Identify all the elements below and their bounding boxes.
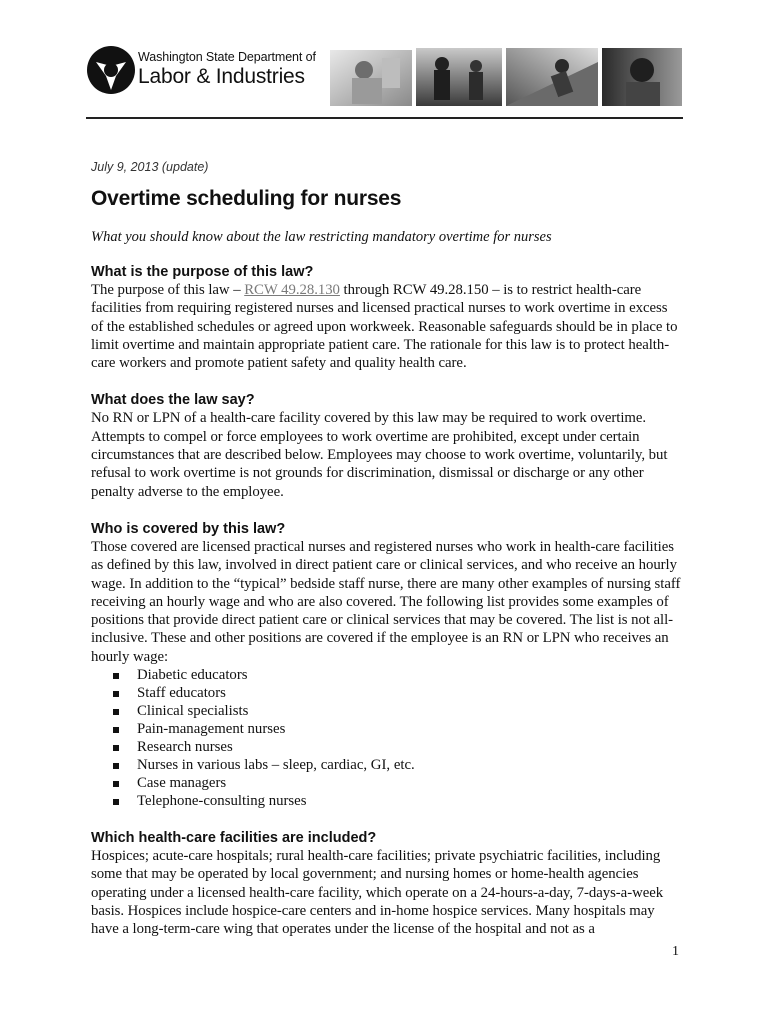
section-law: [91, 391, 683, 500]
agency-line-2: Labor & Industries: [138, 65, 305, 88]
document-subtitle: What you should know about the law restricting mandatory overtime for nurses: [91, 229, 552, 245]
header-divider: [86, 117, 683, 119]
bullet-icon: [113, 673, 119, 679]
bullet-icon: [113, 763, 119, 769]
list-item: Telephone-consulting nurses: [113, 792, 683, 810]
list-item: Diabetic educators: [113, 666, 683, 684]
bullet-icon: [113, 745, 119, 751]
paragraph-text: through RCW 49.28.150 – is to restrict health-care facilities from requiring registered nurses and licensed practical nurses to work overtime in excess of the established schedules or agreed upon workweek. Reasonable safeguards should be in place to limit overtime and maintain appropriate patient care. The rationale for this law is to protect health-care workers and promote patient safety and quality health care.: [91, 282, 678, 372]
covered-positions-list: [113, 666, 683, 810]
list-item: Staff educators: [113, 684, 683, 702]
bullet-icon: [113, 781, 119, 787]
section-covered: [91, 520, 683, 810]
list-item: Case managers: [113, 774, 683, 792]
section-paragraph: [91, 281, 683, 372]
list-item: Research nurses: [113, 738, 683, 756]
section-purpose: [91, 263, 683, 372]
section-heading: What does the law say?: [91, 392, 255, 409]
bullet-icon: [113, 691, 119, 697]
section-facilities: [91, 829, 683, 938]
agency-name: [138, 50, 316, 89]
bullet-icon: [113, 727, 119, 733]
section-paragraph: No RN or LPN of a health-care facility covered by this law may be required to work overtime. Attempts to compel or force employees to work overtime are prohibited, except under certain circumstances that are described below. Employees may choose to work overtime, voluntarily, but refusal to work overtime is not grounds for discrimination, dismissal or discharge or any other penalty adverse to the employee.: [91, 410, 668, 500]
section-heading: What is the purpose of this law?: [91, 264, 314, 280]
bullet-icon: [113, 709, 119, 715]
rcw-link[interactable]: RCW 49.28.130: [244, 282, 340, 298]
paragraph-text: The purpose of this law –: [91, 282, 245, 298]
section-heading: Which health-care facilities are included?: [91, 830, 377, 847]
page-number: 1: [672, 944, 679, 959]
section-paragraph: Hospices; acute-care hospitals; rural health-care facilities; private psychiatric facilities, including some that may be operated by local government; and nursing homes or home-health agencies operating under a licensed health-care facility, which operate on a 24-hours-a-day, 7-days-a-week basis. Hospices include hospice-care centers and in-home hospice services. Many hospitals may have a long-term-care wing that operates under the license of the hospital and not as a: [91, 848, 664, 938]
document-body: [91, 160, 683, 939]
list-item: Clinical specialists: [113, 702, 683, 720]
list-item: Nurses in various labs – sleep, cardiac, GI, etc.: [113, 756, 683, 774]
agency-line-1: Washington State Department of: [138, 50, 316, 64]
workers-photo-strip: [330, 44, 682, 108]
document-date: July 9, 2013 (update): [91, 160, 209, 174]
bullet-icon: [113, 799, 119, 805]
list-item: Pain-management nurses: [113, 720, 683, 738]
li-logo-icon: [86, 44, 136, 96]
section-heading: Who is covered by this law?: [91, 520, 286, 537]
section-paragraph: Those covered are licensed practical nurses and registered nurses who work in health-care facilities as defined by this law, involved in direct patient care or clinical services, and who receive an hourly wage. In addition to the “typical” bedside staff nurse, there are many other examples of nursing staff receiving an hourly wage and who are also covered. The following list provides some examples of positions that provide direct patient care or clinical services that may be covered. The list is not all-inclusive. These and other positions are covered if the employee is an RN or LPN who receives an hourly wage:: [91, 538, 681, 665]
document-title: Overtime scheduling for nurses: [91, 187, 402, 210]
